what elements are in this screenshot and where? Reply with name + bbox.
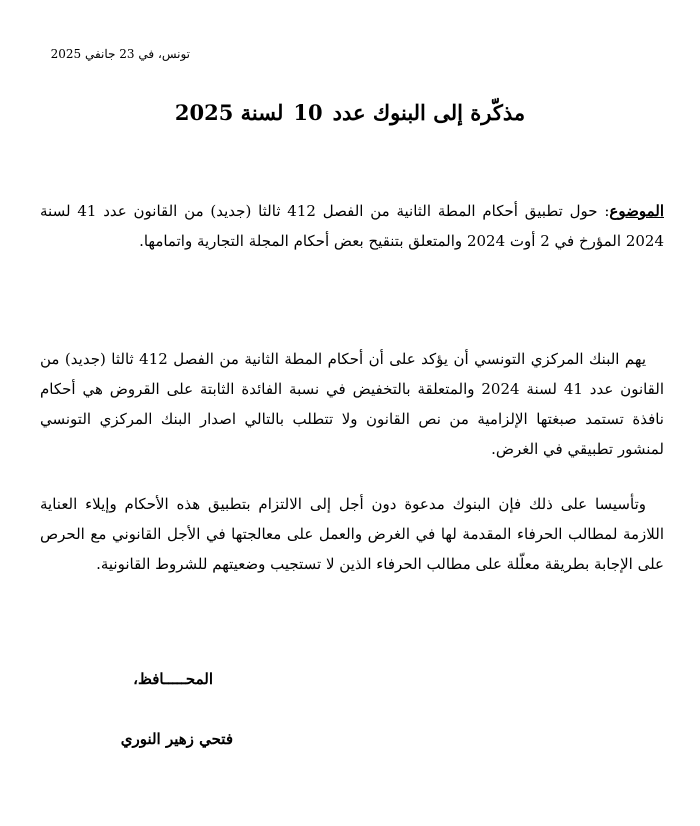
memo-number: 10 bbox=[293, 100, 323, 125]
subject-text: : حول تطبيق أحكام المطة الثانية من الفصل 412 ثالثا (جديد) من القانون عدد 41 لسنة 2024 المؤرخ في 2 أوت 2024 والمتعلق بتنقيح بعض أحكام المجلة التجارية واتمامها. bbox=[40, 202, 664, 250]
subject-label: الموضوع bbox=[609, 202, 664, 220]
body-paragraph-1 bbox=[40, 344, 664, 464]
body-paragraph-2-text: وتأسيسا على ذلك فإن البنوك مدعوة دون أجل إلى الالتزام بتطبيق هذه الأحكام وإيلاء العناية اللازمة لمطالب الحرفاء المقدمة لها في الغرض والعمل على معالجتها في الأجل القانوني مع الحرص على الإجابة بطريقة معلّلة على مطالب الحرفاء الذين لا تستجيب وضعيتهم للشروط القانونية. bbox=[40, 495, 664, 573]
body-paragraph-2 bbox=[40, 489, 664, 579]
signatory-name: فتحي زهير النوري bbox=[120, 730, 233, 748]
memo-title-year: لسنة 2025 bbox=[174, 100, 284, 125]
memo-title bbox=[0, 100, 700, 125]
subject-block bbox=[40, 196, 664, 256]
signatory-role: المحـــــافظ، bbox=[133, 670, 213, 688]
memo-title-prefix: مذكّرة إلى البنوك عدد bbox=[332, 100, 526, 125]
body-paragraph-1-text: يهم البنك المركزي التونسي أن يؤكد على أن أحكام المطة الثانية من الفصل 412 ثالثا (جديد) من القانون عدد 41 لسنة 2024 والمتعلقة بالتخفيض في نسبة الفائدة الثابتة على القروض هي أحكام نافذة تستمد صبغتها الإلزامية من نص القانون ولا تتطلب بالتالي اصدار البنك المركزي التونسي لمنشور تطبيقي في الغرض. bbox=[40, 350, 665, 458]
place-date: تونس، في 23 جانفي 2025 bbox=[50, 47, 190, 61]
